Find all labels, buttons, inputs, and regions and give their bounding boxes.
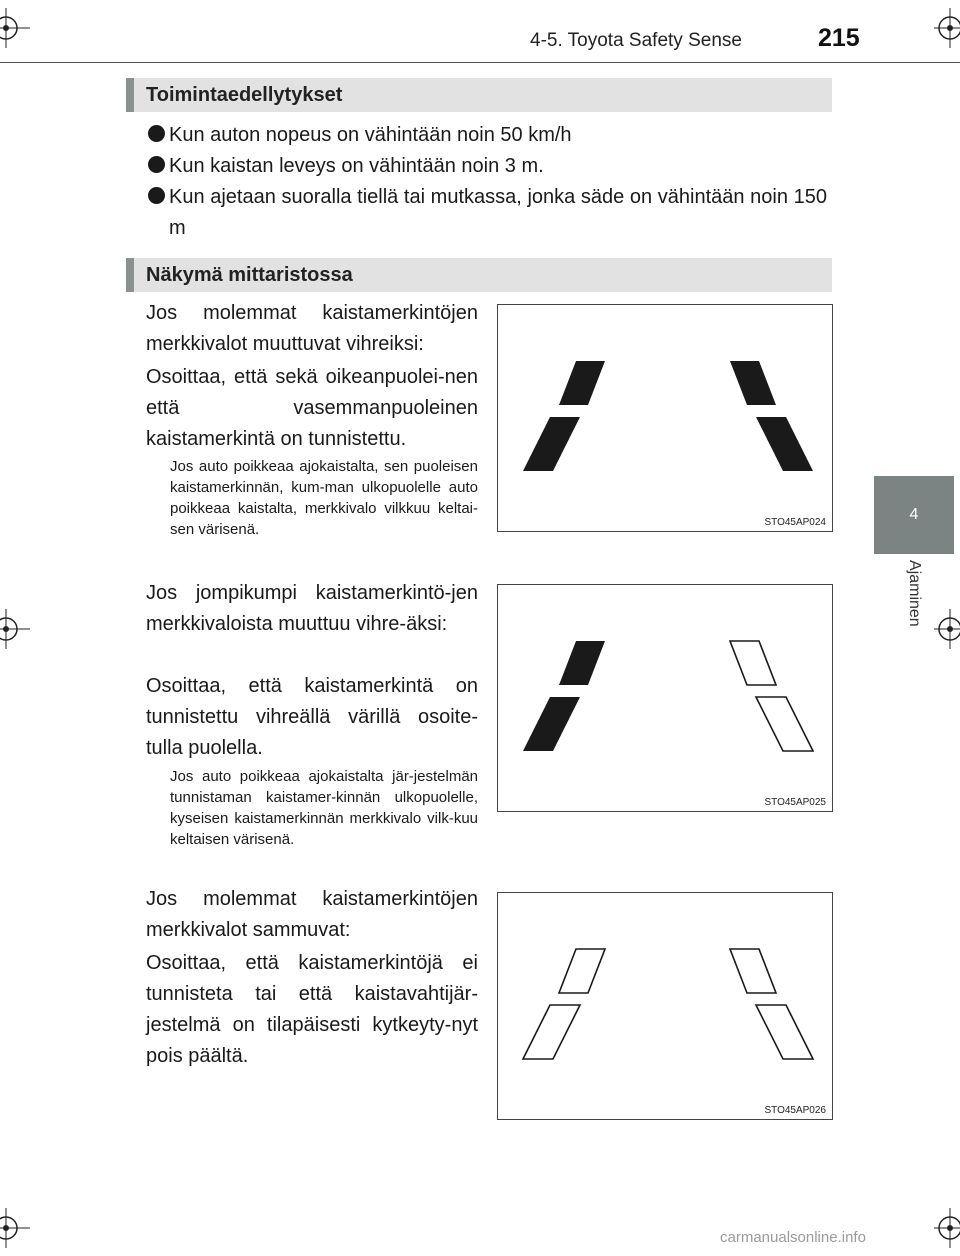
figure-both-lanes-detected — [497, 304, 833, 532]
lane-markers-outlined — [498, 893, 834, 1121]
section-heading-text: Toimintaedellytykset — [146, 83, 343, 106]
crop-mark-top-left — [0, 8, 30, 48]
figure-code: STO45AP026 — [764, 1105, 826, 1116]
right-marker-lower — [756, 1005, 813, 1059]
chapter-tab — [874, 476, 954, 554]
bullet-item — [148, 151, 828, 182]
watermark: carmanualsonline.info — [720, 1229, 866, 1246]
crop-mark-mid-left — [0, 609, 30, 649]
crop-mark-bottom-right — [934, 1208, 960, 1248]
section-heading-text: Näkymä mittaristossa — [146, 263, 353, 286]
condition-text-both-green: Jos molemmat kaistamerkintöjen merkkivalot muuttuvat vihreiksi: — [146, 302, 478, 355]
left-marker-lower — [523, 417, 580, 471]
bullet-text: Kun auton nopeus on vähintään noin 50 km/h — [169, 124, 572, 146]
meaning-text-both-green: Osoittaa, että sekä oikeanpuolei-nen että vasemmanpuoleinen kaistamerkintä on tunnistettu. — [146, 366, 478, 450]
bullet-dot — [148, 125, 165, 142]
bullet-text: Kun ajetaan suoralla tiellä tai mutkassa, jonka säde on vähintään noin 150 m — [169, 186, 827, 239]
figure-no-lanes-detected — [497, 892, 833, 1120]
lane-markers-both-filled — [498, 305, 834, 533]
running-header-section: 4-5. Toyota Safety Sense — [530, 30, 742, 51]
chapter-title-vertical — [874, 560, 954, 660]
header-rule — [0, 62, 960, 63]
crop-mark-bottom-left — [0, 1208, 30, 1248]
section-heading-conditions — [126, 78, 832, 112]
bullet-item — [148, 120, 828, 151]
page-number: 215 — [818, 24, 860, 52]
right-marker-lower — [756, 697, 813, 751]
bullet-dot — [148, 156, 165, 173]
chapter-title: Ajaminen — [906, 560, 923, 627]
meaning-text-one-green: Osoittaa, että kaistamerkintä on tunnistettu vihreällä värillä osoite-tulla puolella. — [146, 675, 478, 759]
condition-text-both-off: Jos molemmat kaistamerkintöjen merkkivalot sammuvat: — [146, 888, 478, 941]
section-heading-meter-display — [126, 258, 832, 292]
condition-text-one-green: Jos jompikumpi kaistamerkintö-jen merkkivaloista muuttuu vihre-äksi: — [146, 582, 478, 635]
figure-code: STO45AP024 — [764, 517, 826, 528]
left-marker-lower — [523, 1005, 580, 1059]
right-marker-lower — [756, 417, 813, 471]
right-marker-upper — [730, 361, 776, 405]
right-marker-upper — [730, 949, 776, 993]
figure-code: STO45AP025 — [764, 797, 826, 808]
left-marker-upper — [559, 641, 605, 685]
chapter-number: 4 — [909, 506, 919, 523]
right-marker-upper — [730, 641, 776, 685]
bullet-item — [148, 182, 828, 244]
note-text-both-green: Jos auto poikkeaa ajokaistalta, sen puoleisen kaistamerkinnän, kum-man ulkopuolelle auto poikkeaa kaistalta, merkkivalo vilkkuu keltai-sen värisenä. — [170, 458, 478, 538]
left-marker-upper — [559, 361, 605, 405]
lane-markers-left-filled — [498, 585, 834, 813]
figure-one-lane-detected — [497, 584, 833, 812]
crop-mark-top-right — [934, 8, 960, 48]
left-marker-lower — [523, 697, 580, 751]
bullet-dot — [148, 187, 165, 204]
left-marker-upper — [559, 949, 605, 993]
meaning-text-both-off: Osoittaa, että kaistamerkintöjä ei tunnisteta tai että kaistavahtijär-jestelmä on tilapäisesti kytkeyty-nyt pois päältä. — [146, 952, 478, 1067]
bullet-text: Kun kaistan leveys on vähintään noin 3 m. — [169, 155, 544, 177]
note-text-one-green: Jos auto poikkeaa ajokaistalta jär-jestelmän tunnistaman kaistamer-kinnän ulkopuolelle, kyseisen kaistamerkinnän merkkivalo vilk-kuu keltaisen värisenä. — [170, 768, 478, 848]
